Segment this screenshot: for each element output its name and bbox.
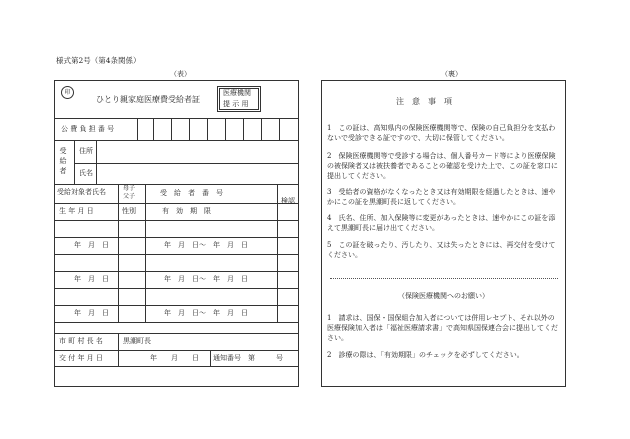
validity-row-2: 年 月 日～ 年 月 日 (164, 275, 248, 283)
front-label: （表） (170, 70, 191, 78)
gender-label: 性別 (122, 207, 136, 215)
request-item: 1 請求は、国保・国保組合加入者については併用レセプト、それ以外の医療保険加入者は「福祉医療請求書」で高知県国保連合会に提出してください。 (327, 314, 558, 342)
issue-date-value: 年 月 日 (150, 354, 199, 362)
mayor-label: 市 町 村 長 名 (59, 337, 103, 345)
birthdate-row-3: 年 月 日 (74, 309, 109, 317)
card-title: ひとり親家庭医療費受給者証 (96, 95, 200, 104)
subject-name-label: 受給対象者氏名 (57, 188, 106, 196)
parent-child-line1: 母子 (123, 185, 136, 192)
seal-stamp: 印 (61, 86, 74, 99)
note-item: 4 氏名、住所、加入保険等に変更があったときは、速やかにこの証を添えて黒潮町長に届け出てください。 (327, 214, 556, 232)
issue-date-label: 交 付 年 月 日 (59, 354, 103, 362)
back-label: （裏） (441, 70, 462, 78)
note-item: 3 受給者の資格がなくなったとき又は有効期限を経過したときは、速やかにこの証を黒潮町長に返してください。 (327, 188, 556, 206)
mayor-value: 黒潮町長 (123, 337, 151, 345)
birthdate-label: 生 年 月 日 (59, 207, 94, 215)
note-item: 1 この証は、高知県内の保険医療機関等で、保険の自己負担分を支払わないで受診できる証ですので、大切に保管してください。 (327, 124, 556, 142)
dotted-separator (330, 278, 558, 279)
note-item: 2 保険医療機関等で受診する場合は、個人番号カード等により医療保険の被保険者又は被扶養者であることの確認を受けた上で、この証を窓口に提出してください。 (327, 152, 558, 180)
note-item: 5 この証を破ったり、汚したり、又は失ったときには、再交付を受けてください。 (327, 241, 556, 259)
validity-label: 有 効 期 限 (162, 207, 211, 215)
parent-child-line2: 父子 (123, 193, 136, 200)
birthdate-row-2: 年 月 日 (74, 275, 109, 283)
form-id: 様式第2号（第4条関係） (56, 56, 141, 65)
request-heading: （保険医療機関へのお願い） (398, 292, 489, 300)
public-payer-label: 公 費 負 担 番 号 (61, 125, 115, 133)
address-label: 住所 (79, 147, 93, 155)
recipient-label: 受給者 (59, 147, 67, 175)
name-label: 氏名 (79, 169, 93, 177)
notice-number: 通知番号 第 号 (213, 354, 283, 362)
recipient-number-label: 受 給 者 番 号 (160, 189, 223, 197)
inspection-label: 検認 (281, 197, 295, 205)
medical-institution-line2: 提 示 用 (223, 100, 249, 108)
validity-row-1: 年 月 日～ 年 月 日 (164, 241, 248, 249)
request-item: 2 診療の際は、「有効期限」のチェックを必ずしてください。 (327, 351, 524, 359)
birthdate-row-1: 年 月 日 (74, 241, 109, 249)
notes-heading: 注 意 事 項 (396, 97, 452, 106)
medical-institution-line1: 医療機関 (223, 89, 251, 97)
validity-row-3: 年 月 日～ 年 月 日 (164, 309, 248, 317)
